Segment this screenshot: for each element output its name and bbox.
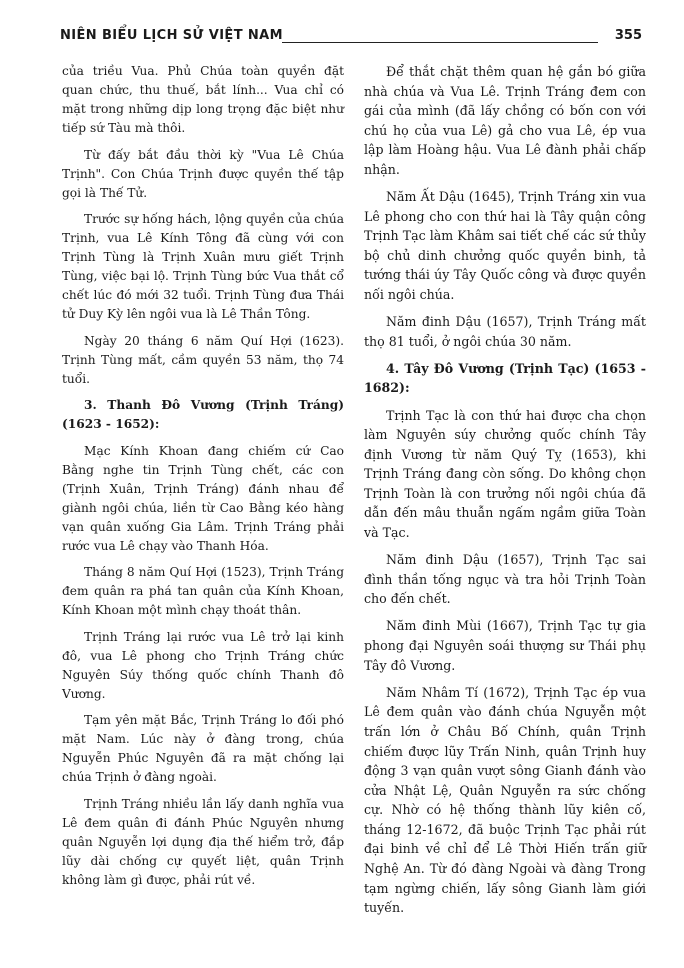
right-column: [364, 62, 646, 925]
paragraph: Năm đinh Dậu (1657), Trịnh Tạc sai đình thần tống ngục và tra hỏi Trịnh Toàn cho đến chết.: [364, 552, 646, 607]
section-heading: 3. Thanh Đô Vương (Trịnh Tráng) (1623 - 1652):: [62, 398, 344, 431]
paragraph: Năm đinh Mùi (1667), Trịnh Tạc tự gia phong đại Nguyên soái thượng sư Thái phụ Tây đô Vương.: [364, 618, 646, 673]
paragraph: Trịnh Tráng nhiều lần lấy danh nghĩa vua Lê đem quân đi đánh Phúc Nguyên nhưng quân Nguyễn lợi dụng địa thế hiểm trở, đắp lũy dài chống cự quyết liệt, quân Trịnh không làm gì được, phải rút về.: [62, 796, 344, 887]
paragraph: Trước sự hống hách, lộng quyền của chúa Trịnh, vua Lê Kính Tông đã cùng với con Trịnh Tùng là Trịnh Xuân mưu giết Trịnh Tùng, việc bại lộ. Trịnh Tùng bức Vua thắt cổ chết lúc đó mới 32 tuổi. Trịnh Tùng đưa Thái tử Duy Kỳ lên ngôi vua là Lê Thần Tông.: [62, 212, 344, 321]
paragraph: Mạc Kính Khoan đang chiếm cứ Cao Bằng nghe tin Trịnh Tùng chết, các con (Trịnh Xuân, Trịnh Tráng) đánh nhau để giành ngôi chúa, liền từ Cao Bằng kéo hàng vạn quân xuống Gia Lâm. Trịnh Tráng phải rước vua Lê chạy vào Thanh Hóa.: [62, 443, 344, 553]
header-rule: [282, 42, 598, 43]
paragraph: Để thắt chặt thêm quan hệ gắn bó giữa nhà chúa và Vua Lê. Trịnh Tráng đem con gái của mình (đã lấy chồng có bốn con với chú họ của vua Lê) gả cho vua Lê, ép vua lập làm Hoàng hậu. Vua Lê đành phải chấp nhận.: [364, 64, 646, 177]
running-header: [60, 28, 642, 50]
paragraph: Năm Nhâm Tí (1672), Trịnh Tạc ép vua Lê đem quân vào đánh chúa Nguyễn một trấn lớn ở Châu Bố Chính, quân Trịnh chiếm được lũy Trấn Ninh, quân Trịnh huy động 3 vạn quân vượt sông Gianh đánh vào cửa Nhật Lệ, Quân Nguyễn ra sức chống cự. Nhờ có hệ thống thành lũy kiên cố, tháng 12-1672, đã buộc Trịnh Tạc phải rút đại binh về chỉ để Lê Thời Hiến trấn giữ Nghệ An. Từ đó đàng Ngoài và đàng Trong tạm ngừng chiến, lấy sông Gianh làm giới tuyến.: [364, 684, 646, 916]
paragraph: Năm Ất Dậu (1645), Trịnh Tráng xin vua Lê phong cho con thứ hai là Tây quận công Trịnh Tạc làm Khâm sai tiết chế các sứ thủy bộ chủ dinh chưởng quốc quyền binh, tả tướng thái úy Tây Quốc công và được quyền nối ngôi chúa.: [364, 189, 646, 303]
paragraph: Ngày 20 tháng 6 năm Quí Hợi (1623). Trịnh Tùng mất, cầm quyền 53 năm, thọ 74 tuổi.: [62, 333, 344, 386]
paragraph: Tạm yên mặt Bắc, Trịnh Tráng lo đối phó mặt Nam. Lúc này ở đàng trong, chúa Nguyễn Phúc Nguyên đã ra mặt chống lại chúa Trịnh ở đàng ngoài.: [62, 713, 344, 784]
paragraph: Trịnh Tráng lại rước vua Lê trở lại kinh đô, vua Lê phong cho Trịnh Tráng chức Nguyên Súy thống quốc chính Thanh đô Vương.: [62, 629, 344, 701]
paragraph: Trịnh Tạc là con thứ hai được cha chọn làm Nguyên súy chưởng quốc chính Tây định Vương từ năm Quý Tỵ (1653), khi Trịnh Tráng đang còn sống. Do không chọn Trịnh Toàn là con trưởng nối ngôi chúa đã dẫn đến mâu thuẫn ngấm ngầm giữa Toàn và Tạc.: [364, 407, 646, 541]
page-number: 355: [614, 28, 642, 43]
paragraph: Năm đinh Dậu (1657), Trịnh Tráng mất thọ 81 tuổi, ở ngôi chúa 30 năm.: [364, 314, 646, 349]
paragraph: Tháng 8 năm Quí Hợi (1523), Trịnh Tráng đem quân ra phá tan quân của Kính Khoan, Kính Khoan một mình chạy thoát thân.: [62, 565, 344, 617]
paragraph: Từ đấy bắt đầu thời kỳ "Vua Lê Chúa Trịnh". Con Chúa Trịnh được quyền thế tập gọi là Thế Tử.: [62, 147, 344, 200]
left-column: [62, 62, 344, 897]
paragraph: của triều Vua. Phủ Chúa toàn quyền đặt quan chức, thu thuế, bắt lính... Vua chỉ có mặt trong những dịp long trọng đặc biệt như tiếp sứ Tàu mà thôi.: [62, 64, 344, 135]
running-header-title: NIÊN BIỂU LỊCH SỬ VIỆT NAM: [60, 28, 283, 43]
section-heading: 4. Tây Đô Vương (Trịnh Tạc) (1653 - 1682):: [364, 360, 646, 396]
